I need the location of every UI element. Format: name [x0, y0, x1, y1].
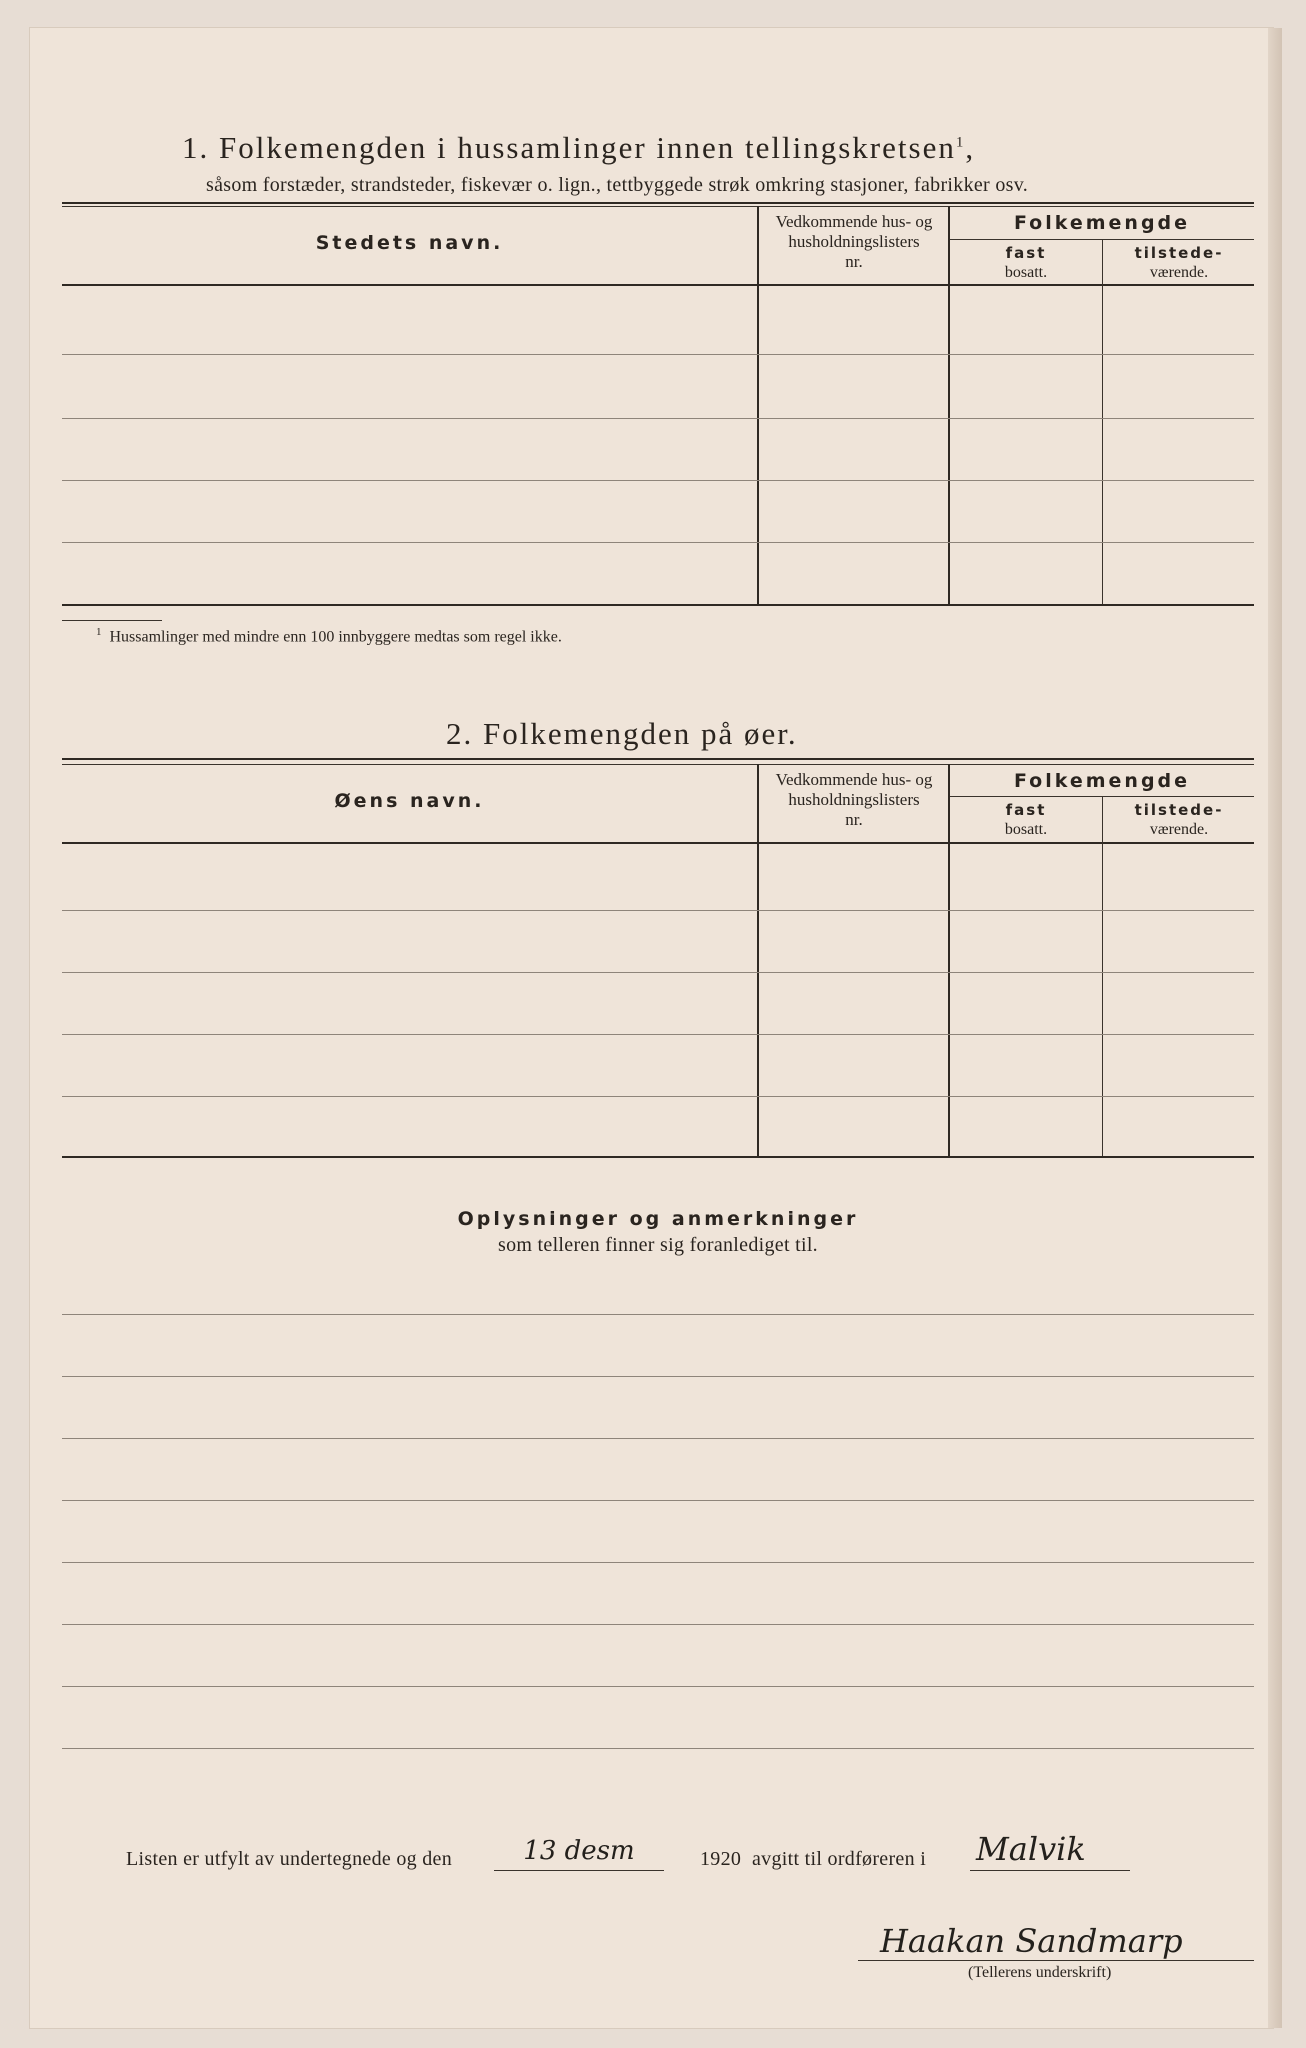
- section2-vline-2: [948, 764, 950, 1156]
- section1-footnote-mark: 1: [96, 626, 102, 638]
- remarks-subtitle: som telleren finner sig foranlediget til.: [498, 1234, 818, 1256]
- remarks-line: [62, 1376, 1254, 1377]
- section1-header-rule: [62, 284, 1254, 286]
- signature-label: (Tellerens underskrift): [968, 1964, 1112, 1981]
- section1-col-lists-line3: nr.: [845, 252, 863, 271]
- section2-col-fast: [950, 800, 1102, 840]
- place-blank-line: [970, 1870, 1130, 1871]
- section2-header-rule: [62, 842, 1254, 844]
- section1-row-line: [62, 480, 1254, 481]
- section1-vline-2: [948, 206, 950, 606]
- section2-vline-1: [757, 764, 759, 1156]
- section2-col-tilst-line2: værende.: [1149, 821, 1209, 838]
- handwritten-date: 13 desm: [523, 1836, 635, 1866]
- section2-col-fast-line2: bosatt.: [1004, 821, 1048, 838]
- section1-col-name: Stedets navn.: [315, 232, 504, 254]
- section2-col-lists-line2: husholdningslisters: [788, 790, 920, 809]
- section2-col-lists-line1: Vedkommende hus- og: [775, 770, 933, 789]
- section1-col-tilst-line1: tilstede-: [1134, 244, 1224, 262]
- handwritten-place: Malvik: [976, 1830, 1086, 1868]
- page-edge: [1268, 28, 1282, 2028]
- section2-title: 2. Folkemengden på øer.: [446, 716, 798, 751]
- section2-col-lists: [760, 770, 948, 830]
- remarks-line: [62, 1314, 1254, 1315]
- section2-row-line: [62, 1034, 1254, 1035]
- signature-middle: avgitt til ordføreren i: [752, 1848, 927, 1870]
- section2-col-pop: Folkemengde: [1013, 770, 1191, 792]
- section1-title-text: 1. Folkemengden i hussamlinger innen tellingskretsen: [182, 130, 956, 165]
- signature-blank-line: [858, 1960, 1254, 1961]
- section2-vline-3: [1102, 796, 1103, 1156]
- section1-row-line: [62, 354, 1254, 355]
- section1-top-rule: [62, 202, 1254, 204]
- section1-row-line: [62, 542, 1254, 543]
- section2-col-name: Øens navn.: [334, 790, 485, 812]
- section1-footnote: [96, 626, 562, 646]
- section2-row-line: [62, 1096, 1254, 1097]
- section2-top-rule: [62, 758, 1254, 760]
- section1-footnote-text: Hussamlinger med mindre enn 100 innbyggere medtas som regel ikke.: [109, 628, 562, 646]
- section1-col-fast: [950, 243, 1102, 283]
- remarks-title: Oplysninger og anmerkninger: [457, 1208, 859, 1230]
- section2-col-tilst-line1: tilstede-: [1134, 801, 1224, 819]
- section2-bottom-rule: [62, 1156, 1254, 1158]
- section1-title-footnote-mark: 1: [955, 134, 966, 151]
- remarks-line: [62, 1500, 1254, 1501]
- section1-bottom-rule: [62, 604, 1254, 606]
- signature-prefix: Listen er utfylt av undertegnede og den: [126, 1848, 453, 1870]
- footnote-rule: [62, 620, 162, 621]
- section1-vline-1: [757, 206, 759, 606]
- form-page: [30, 28, 1273, 2028]
- section1-col-lists-line1: Vedkommende hus- og: [775, 212, 933, 231]
- section2-row-line: [62, 910, 1254, 911]
- section1-col-lists: [760, 212, 948, 272]
- section1-col-tilst-line2: værende.: [1149, 264, 1209, 281]
- section1-top-rule-thin: [62, 206, 1254, 207]
- section1-subtitle: såsom forstæder, strandsteder, fiskevær o. lign., tettbyggede strøk omkring stasjoner, fabrikker osv.: [206, 174, 1028, 196]
- section2-col-tilst: [1104, 800, 1254, 840]
- section2-row-line: [62, 972, 1254, 973]
- section1-col-tilst: [1104, 243, 1254, 283]
- section1-col-pop: Folkemengde: [1013, 212, 1191, 234]
- section1-title: [182, 130, 975, 166]
- signature-year: 1920: [700, 1848, 742, 1870]
- section1-title-end: ,: [965, 130, 976, 165]
- remarks-line: [62, 1562, 1254, 1563]
- section1-col-fast-line1: fast: [1005, 244, 1047, 262]
- remarks-line: [62, 1624, 1254, 1625]
- section1-col-lists-line2: husholdningslisters: [788, 232, 920, 251]
- remarks-line: [62, 1748, 1254, 1749]
- remarks-line: [62, 1686, 1254, 1687]
- handwritten-signature: Haakan Sandmarp: [880, 1922, 1183, 1960]
- section2-col-lists-line3: nr.: [845, 810, 863, 829]
- section2-top-rule-thin: [62, 764, 1254, 765]
- section2-col-fast-line1: fast: [1005, 801, 1047, 819]
- section1-row-line: [62, 418, 1254, 419]
- section1-vline-3: [1102, 239, 1103, 606]
- remarks-line: [62, 1438, 1254, 1439]
- section1-col-fast-line2: bosatt.: [1004, 264, 1048, 281]
- date-blank-line: [494, 1870, 664, 1871]
